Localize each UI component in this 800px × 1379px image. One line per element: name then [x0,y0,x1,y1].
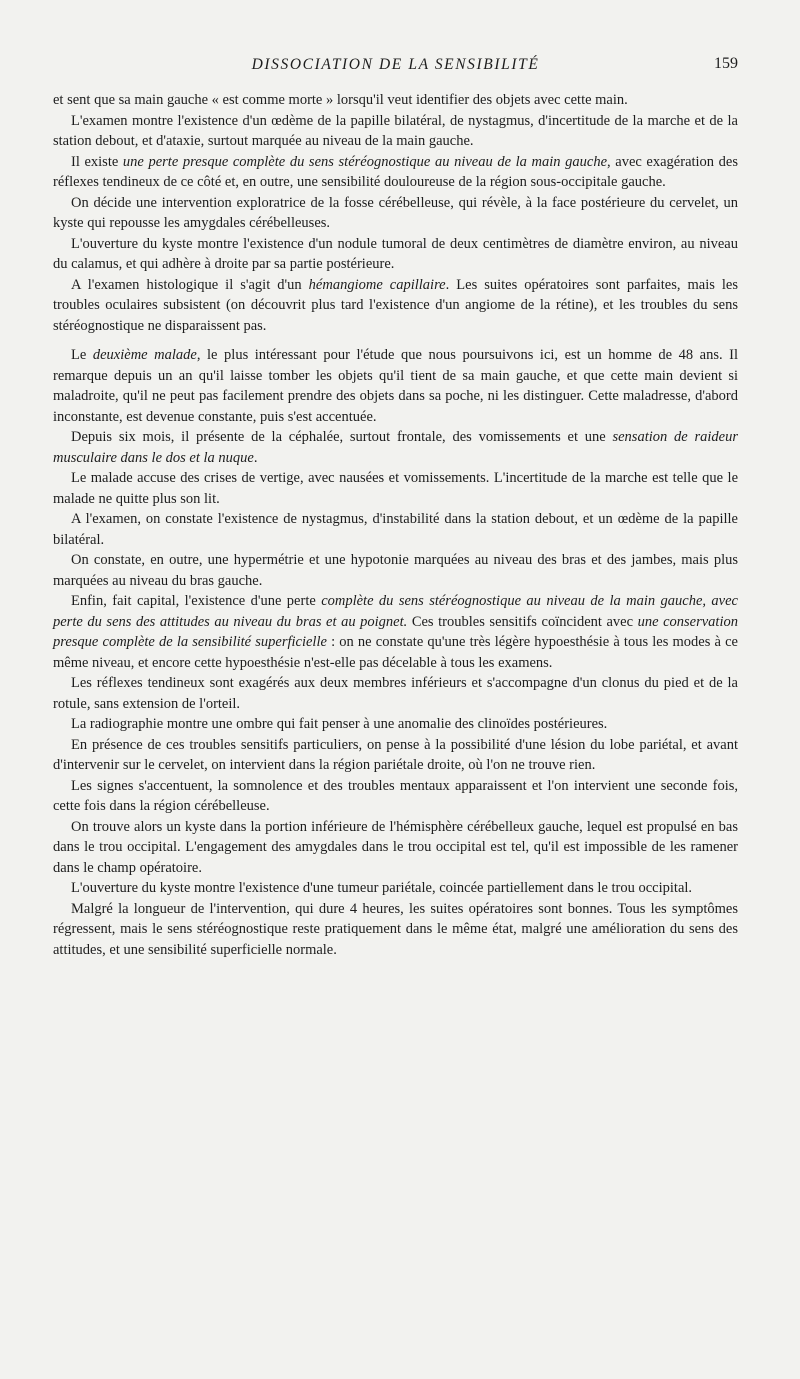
text-run: On décide une intervention exploratrice de la fosse cérébelleuse, qui révèle, à la face postérieure du cervelet, un kyste qui repousse les amygdales cérébelleuses. [53,194,738,231]
page-number: 159 [714,55,738,72]
body-text [53,90,738,960]
italic-text: deuxième malade [92,347,197,363]
italic-text: sensation de raideur musculaire dans le dos et la nuque [53,429,738,466]
text-run: Le [71,347,93,363]
paragraph [53,591,738,673]
text-run: L'examen montre l'existence d'un œdème de la papille bilatéral, de nystagmus, d'incertitude de la marche et de la station debout, et d'ataxie, surtout marquée au niveau de la main gauche. [53,112,738,149]
text-run: En présence de ces troubles sensitifs particuliers, on pense à la possibilité d'une lésion du lobe pariétal, et avant d'intervenir sur le cervelet, on intervient dans la région pariétale droite, où l'on ne trouve rien. [53,736,738,773]
text-run: L'ouverture du kyste montre l'existence d'une tumeur pariétale, coincée partiellement dans le trou occipital. [71,880,693,896]
paragraph [53,817,738,879]
text-run: . Les suites opératoires sont parfaites, mais les troubles oculaires subsistent (on découvrit plus tard l'existence d'un angiome de la rétine), et les troubles du sens stéréognostique ne disparaissent pas. [53,276,738,334]
text-run: : on ne constate qu'une très légère hypoesthésie à tous les modes à ce même niveau, et encore cette hypoesthésie n'est-elle pas décelable à tous les examens. [53,634,738,671]
text-run: , le plus intéressant pour l'étude que nous poursuivons ici, est un homme de 48 ans. Il remarque depuis un an qu'il laisse tomber les objets qu'il tient de sa main gauche, et que cette main devient si maladroite, qu'il ne peut pas facilement prendre des objets dans sa poche, ni les distinguer. Cette maladresse, d'abord inconstante, est devenue constante, puis s'est accentuée. [53,347,739,425]
paragraph [53,427,738,468]
paragraph [53,878,738,899]
paragraph [53,714,738,735]
paragraph [53,899,738,961]
paragraph [53,90,738,111]
text-run: et sent que sa main gauche « est comme morte » lorsqu'il veut identifier des objets avec cette main. [53,92,628,108]
text-run: , avec exagération des réflexes tendineux de ce côté et, en outre, une sensibilité douloureuse de la région sous-occipitale gauche. [53,153,739,190]
paragraph [53,234,738,275]
paragraph [53,550,738,591]
paragraph [53,152,738,193]
text-run: On trouve alors un kyste dans la portion inférieure de l'hémisphère cérébelleux gauche, lequel est propulsé en bas dans le trou occipital. L'engagement des amygdales dans le trou occipital est tel, qu'il est impossible de les ramener dans le champ opératoire. [53,818,738,876]
text-run: Depuis six mois, il présente de la céphalée, surtout frontale, des vomissements et une [71,429,613,445]
paragraph [53,673,738,714]
text-run: Les réflexes tendineux sont exagérés aux deux membres inférieurs et s'accompagne d'un clonus du pied et de la rotule, sans extension de l'orteil. [53,675,738,712]
text-run: Enfin, fait capital, l'existence d'une perte [71,593,322,609]
text-run: A l'examen histologique il s'agit d'un [71,276,309,293]
paragraph [53,776,738,817]
paragraph [53,468,738,509]
text-run: Les signes s'accentuent, la somnolence et des troubles mentaux apparaissent et l'on intervient une seconde fois, cette fois dans la région cérébelleuse. [53,777,738,814]
italic-text: hémangiome capillaire [308,276,446,293]
paragraph [53,735,738,776]
text-run: Le malade accuse des crises de vertige, avec nausées et vomissements. L'incertitude de la marche est telle que le malade ne quitte plus son lit. [53,470,738,507]
text-run: On constate, en outre, une hypermétrie et une hypotonie marquées au niveau des bras et des jambes, mais plus marquées au niveau du bras gauche. [53,552,738,589]
text-run: Il existe [71,153,123,170]
text-run: Malgré la longueur de l'intervention, qui dure 4 heures, les suites opératoires sont bonnes. Tous les symptômes régressent, mais le sens stéréognostique reste pratiquement dans le même état, malgré une amélioration du sens des attitudes, et une sensibilité superficielle normale. [53,900,738,958]
text-run: Ces troubles sensitifs coïncident avec [407,613,638,630]
paragraph [53,193,738,234]
paragraph [53,509,738,550]
paragraph [53,111,738,152]
page-header [53,46,738,90]
paragraph [53,275,738,337]
italic-text: une conservation presque complète de la sensibilité superficielle [53,613,738,650]
text-run: L'ouverture du kyste montre l'existence d'un nodule tumoral de deux centimètres de diamètre environ, au niveau du calamus, et qui adhère à droite par sa partie postérieure. [53,235,738,272]
italic-text: une perte presque complète du sens stéréognostique au niveau de la main gauche [122,153,608,170]
text-run: . [253,449,258,466]
text-run: A l'examen, on constate l'existence de nystagmus, d'instabilité dans la station debout, et un œdème de la papille bilatéral. [53,511,738,548]
text-run: La radiographie montre une ombre qui fait penser à une anomalie des clinoïdes postérieures. [71,716,608,732]
italic-text: complète du sens stéréognostique au niveau de la main gauche, avec perte du sens des attitudes au niveau du bras et au poignet. [53,593,738,630]
running-title: DISSOCIATION DE LA SENSIBILITÉ [251,56,540,73]
paragraph [53,345,738,427]
